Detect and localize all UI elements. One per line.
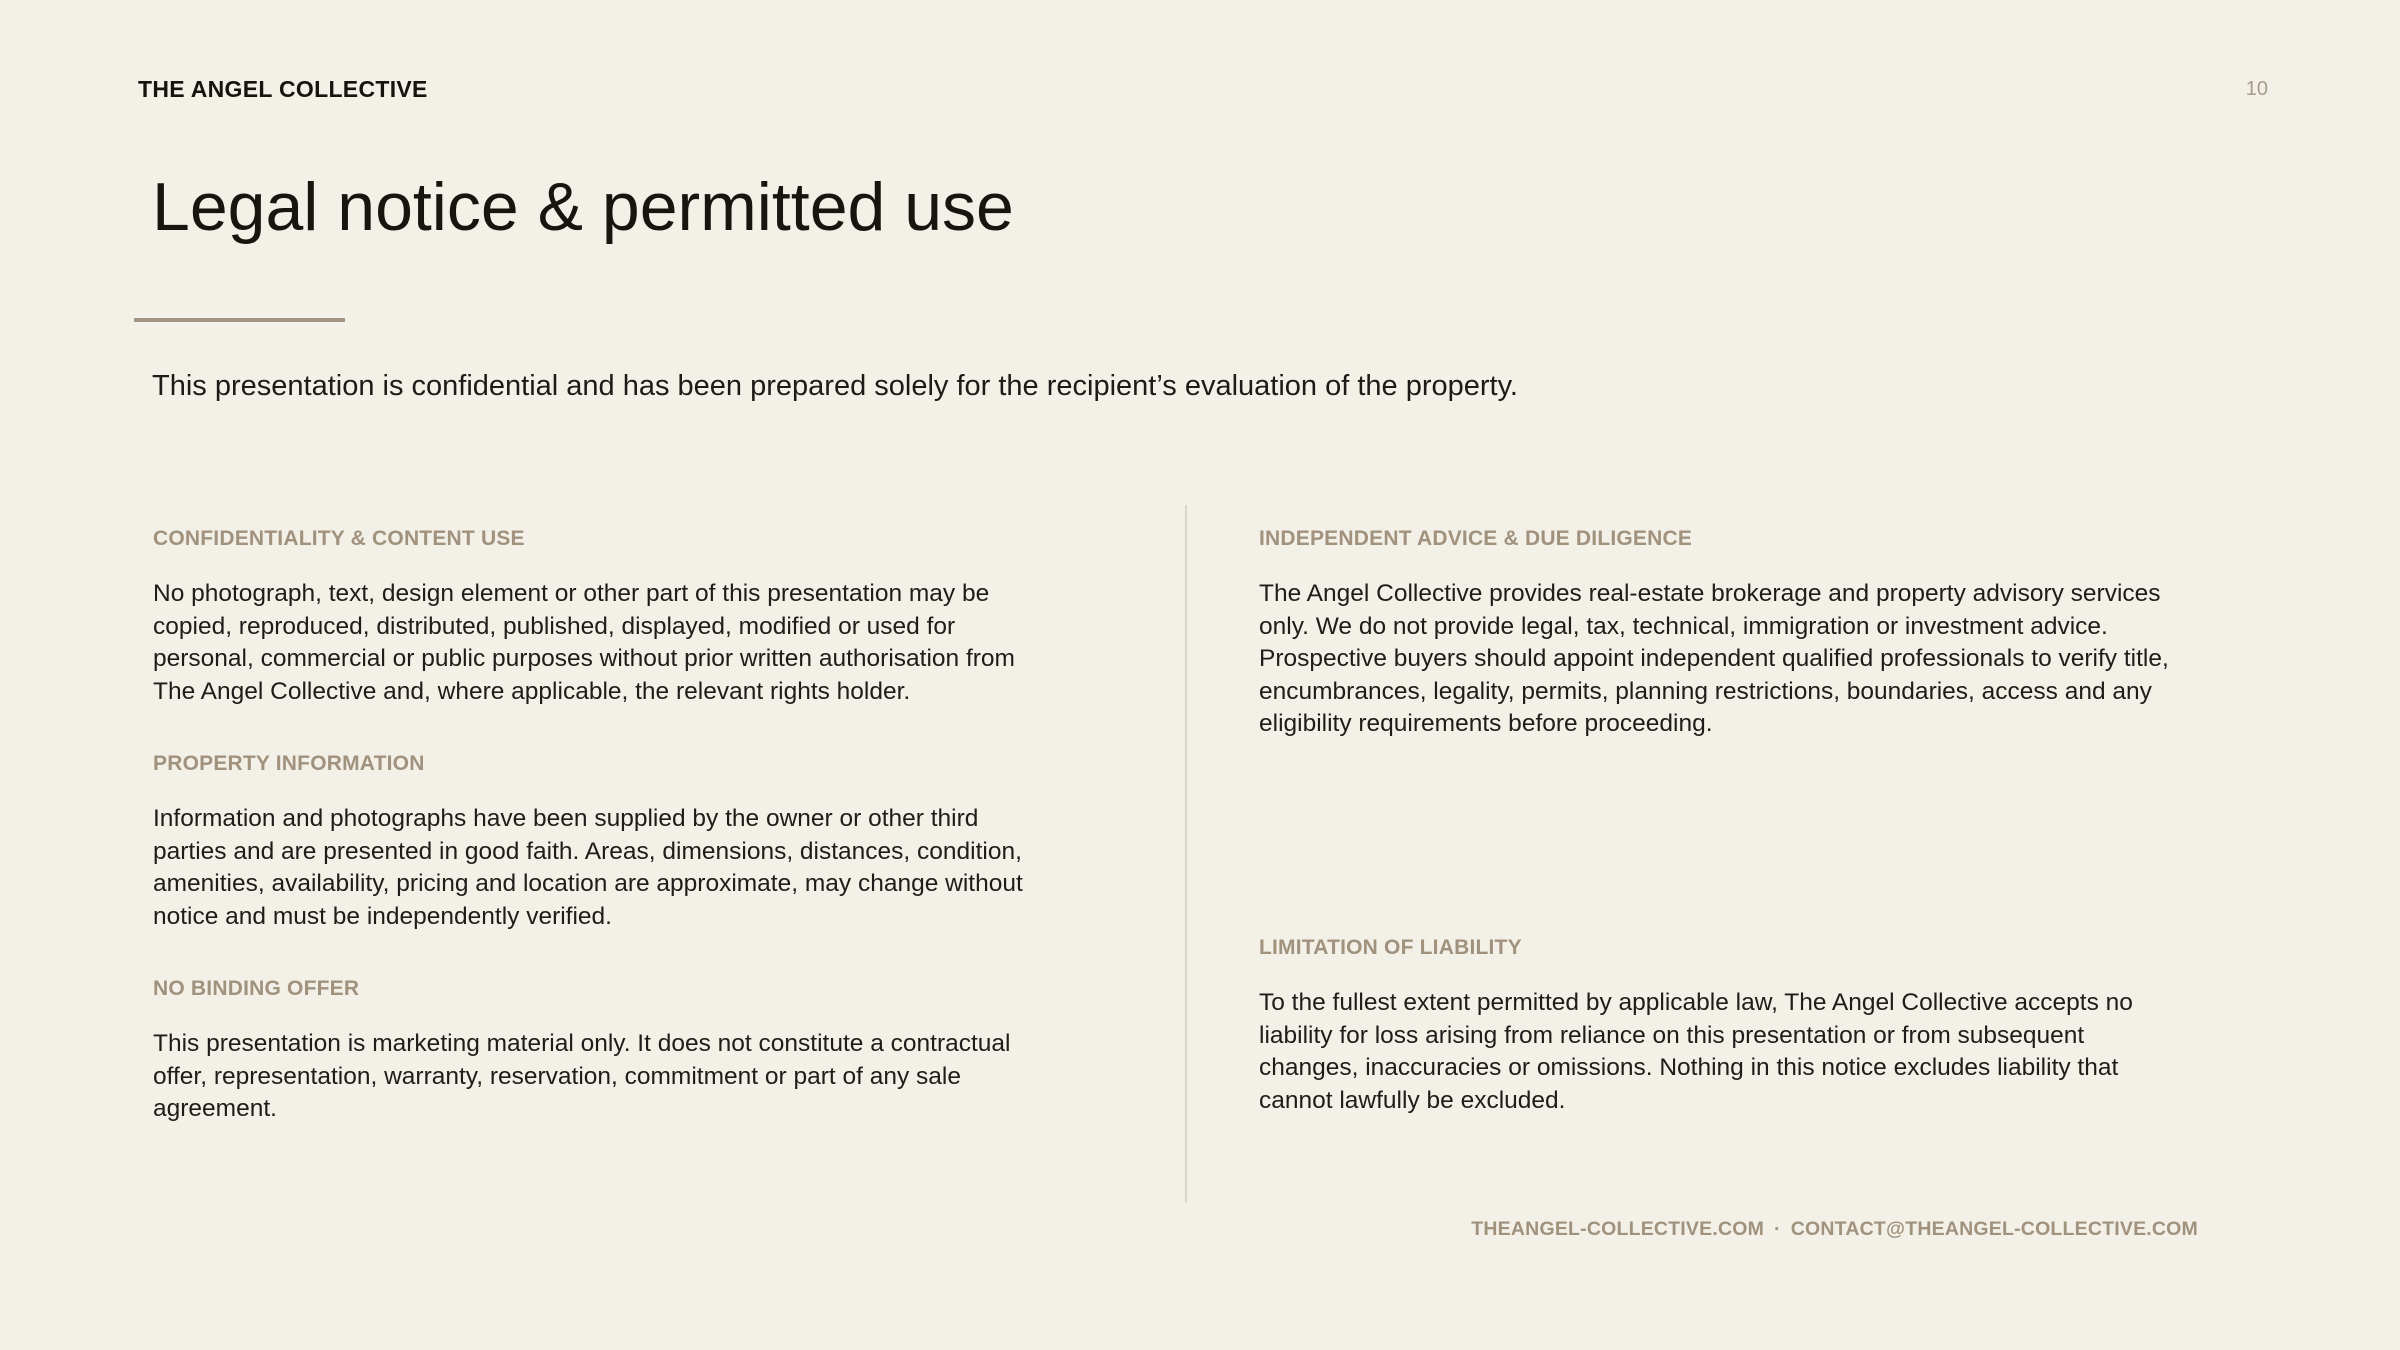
title-underline: [134, 318, 345, 322]
column-divider: [1185, 505, 1187, 1203]
section-no-binding-offer: [153, 977, 1058, 1126]
intro-text: This presentation is confidential and has been prepared solely for the recipient’s evaluation of the property.: [152, 370, 1518, 402]
section-heading: LIMITATION OF LIABILITY: [1259, 936, 1522, 959]
page-title: Legal notice & permitted use: [152, 169, 1014, 245]
footer-email-link[interactable]: CONTACT@THEANGEL-COLLECTIVE.COM: [1790, 1218, 2198, 1240]
footer-separator: ·: [1774, 1218, 1781, 1240]
footer-website-link[interactable]: THEANGEL-COLLECTIVE.COM: [1471, 1218, 1765, 1240]
section-heading: CONFIDENTIALITY & CONTENT USE: [153, 527, 525, 550]
section-limitation-of-liability: [1259, 936, 2184, 1117]
brand-name: THE ANGEL COLLECTIVE: [138, 76, 428, 102]
section-independent-advice: [1259, 527, 2199, 741]
section-confidentiality: [153, 527, 1058, 708]
section-body: To the fullest extent permitted by applicable law, The Angel Collective accepts no liability for loss arising from reliance on this presentation or from subsequent changes, inaccuracies or omissions. Nothing in this notice excludes liability that cannot lawfully be excluded.: [1259, 989, 2133, 1114]
section-body: Information and photographs have been supplied by the owner or other third parties and are presented in good faith. Areas, dimensions, distances, condition, amenities, availability, pricing and location are approximate, may change without notice and must be independently verified.: [153, 805, 1023, 930]
footer-contact: [1471, 1218, 2198, 1241]
section-property-information: [153, 752, 1058, 933]
section-heading: PROPERTY INFORMATION: [153, 752, 425, 775]
page-number: 10: [2245, 78, 2268, 100]
section-body: The Angel Collective provides real-estate brokerage and property advisory services only. We do not provide legal, tax, technical, immigration or investment advice. Prospective buyers should appoint independent qualified professionals to verify title, encumbrances, legality, permits, planning restrictions, boundaries, access and any eligibility requirements before proceeding.: [1259, 580, 2169, 737]
section-body: No photograph, text, design element or other part of this presentation may be copied, reproduced, distributed, published, displayed, modified or used for personal, commercial or public purposes without prior written authorisation from The Angel Collective and, where applicable, the relevant rights holder.: [153, 580, 1015, 705]
section-body: This presentation is marketing material only. It does not constitute a contractual offer, representation, warranty, reservation, commitment or part of any sale agreement.: [153, 1030, 1011, 1122]
section-heading: INDEPENDENT ADVICE & DUE DILIGENCE: [1259, 527, 1693, 550]
section-heading: NO BINDING OFFER: [153, 977, 360, 1000]
